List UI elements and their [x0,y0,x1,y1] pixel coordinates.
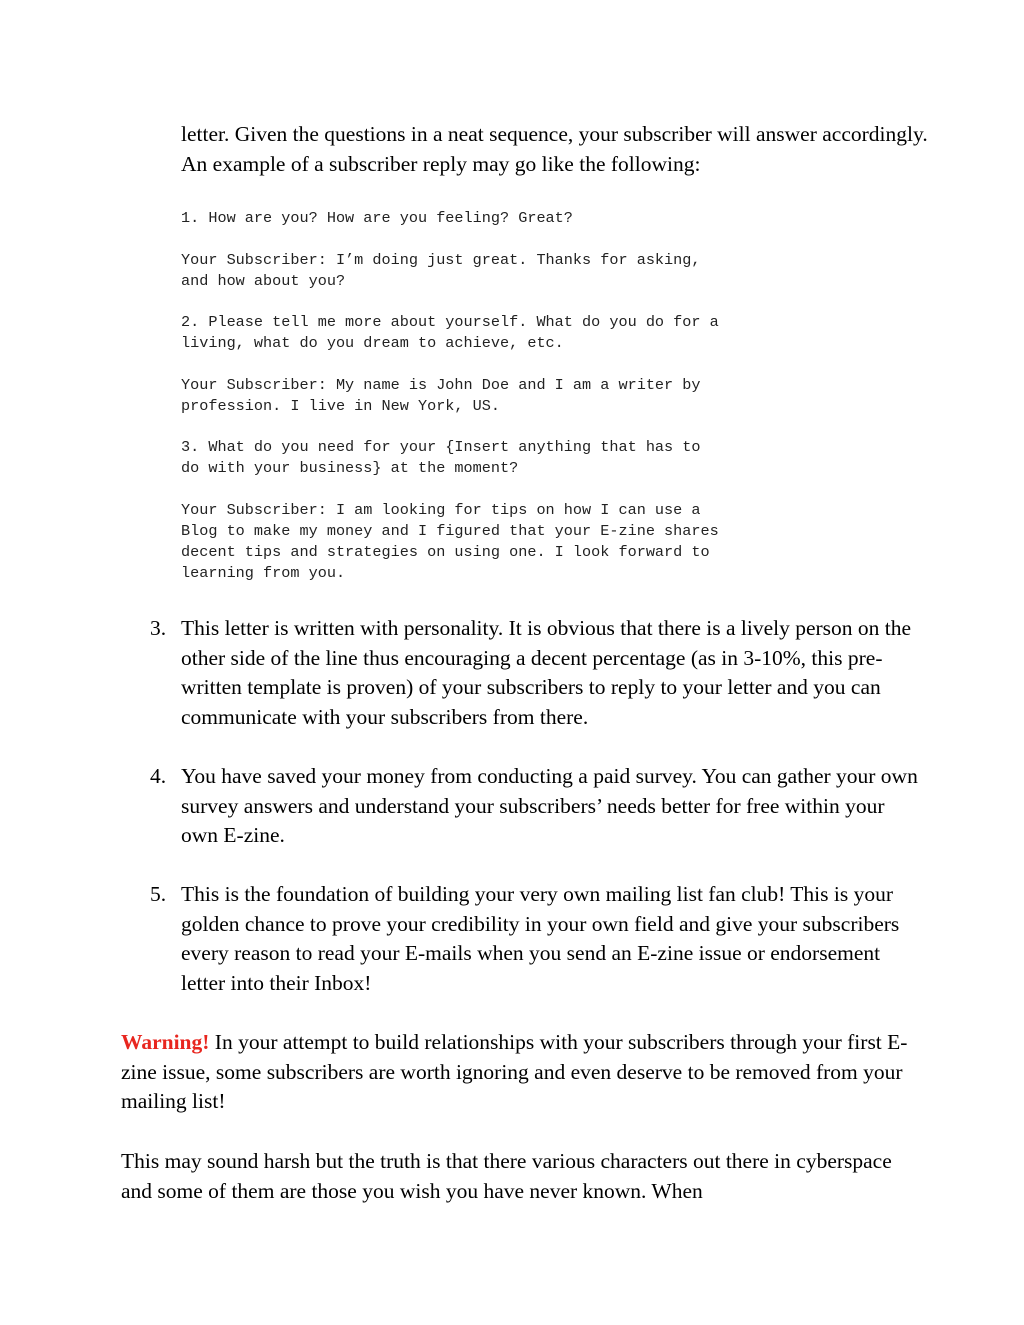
example-reply-2 [181,375,881,417]
warning-label: Warning! [121,1030,210,1054]
example-line: Your Subscriber: My name is John Doe and I am a writer by [181,376,701,394]
list-number: 3. [150,616,167,640]
example-question-2 [181,312,881,354]
example-line: living, what do you dream to achieve, etc. [181,333,564,352]
example-line: profession. I live in New York, US. [181,396,500,415]
warning-paragraph [121,1028,921,1117]
list-text: This letter is written with personality. It is obvious that there is a lively person on the other side of the line thus encouraging a decent percentage (as in 3-10%, this pre-written template is proven) of your subscribers to reply to your letter and you can communicate with your subscribers from there. [181,616,912,729]
warning-text: In your attempt to build relationships with your subscribers through your first E-zine issue, some subscribers are worth ignoring and even deserve to be removed from your mailing list! [121,1030,908,1114]
closing-paragraph: This may sound harsh but the truth is that there various characters out there in cyberspace and some of them are those you wish you have never known. When [121,1149,892,1203]
example-line: and how about you? [181,271,346,290]
list-text: You have saved your money from conducting a paid survey. You can gather your own survey answers and understand your subscribers’ needs better for free within your own E-zine. [181,764,918,848]
example-reply-1 [181,250,881,292]
example-reply-3 [181,500,881,584]
intro-paragraph: letter. Given the questions in a neat sequence, your subscriber will answer accordingly. An example of a subscriber reply may go like the following: [181,122,928,176]
example-question-3 [181,437,881,479]
example-line: learning from you. [181,563,346,582]
example-question-1 [181,208,881,229]
list-number: 5. [150,882,167,906]
list-text: This is the foundation of building your very own mailing list fan club! This is your golden chance to prove your credibility in your own field and give your subscribers every reason to read your E-mails when you send an E-zine issue or endorsement letter into their Inbox! [181,882,900,995]
example-line: Your Subscriber: I am looking for tips on how I can use a [181,501,701,519]
example-line: 3. What do you need for your {Insert anything that has to [181,438,701,456]
example-line: Your Subscriber: I’m doing just great. Thanks for asking, [181,251,701,269]
example-line: do with your business} at the moment? [181,458,519,477]
example-line: 2. Please tell me more about yourself. What do you do for a [181,313,719,331]
example-line: Blog to make my money and I figured that your E-zine shares [181,521,719,540]
example-line: decent tips and strategies on using one. I look forward to [181,542,710,561]
list-number: 4. [150,764,167,788]
example-line: 1. How are you? How are you feeling? Great? [181,209,573,227]
